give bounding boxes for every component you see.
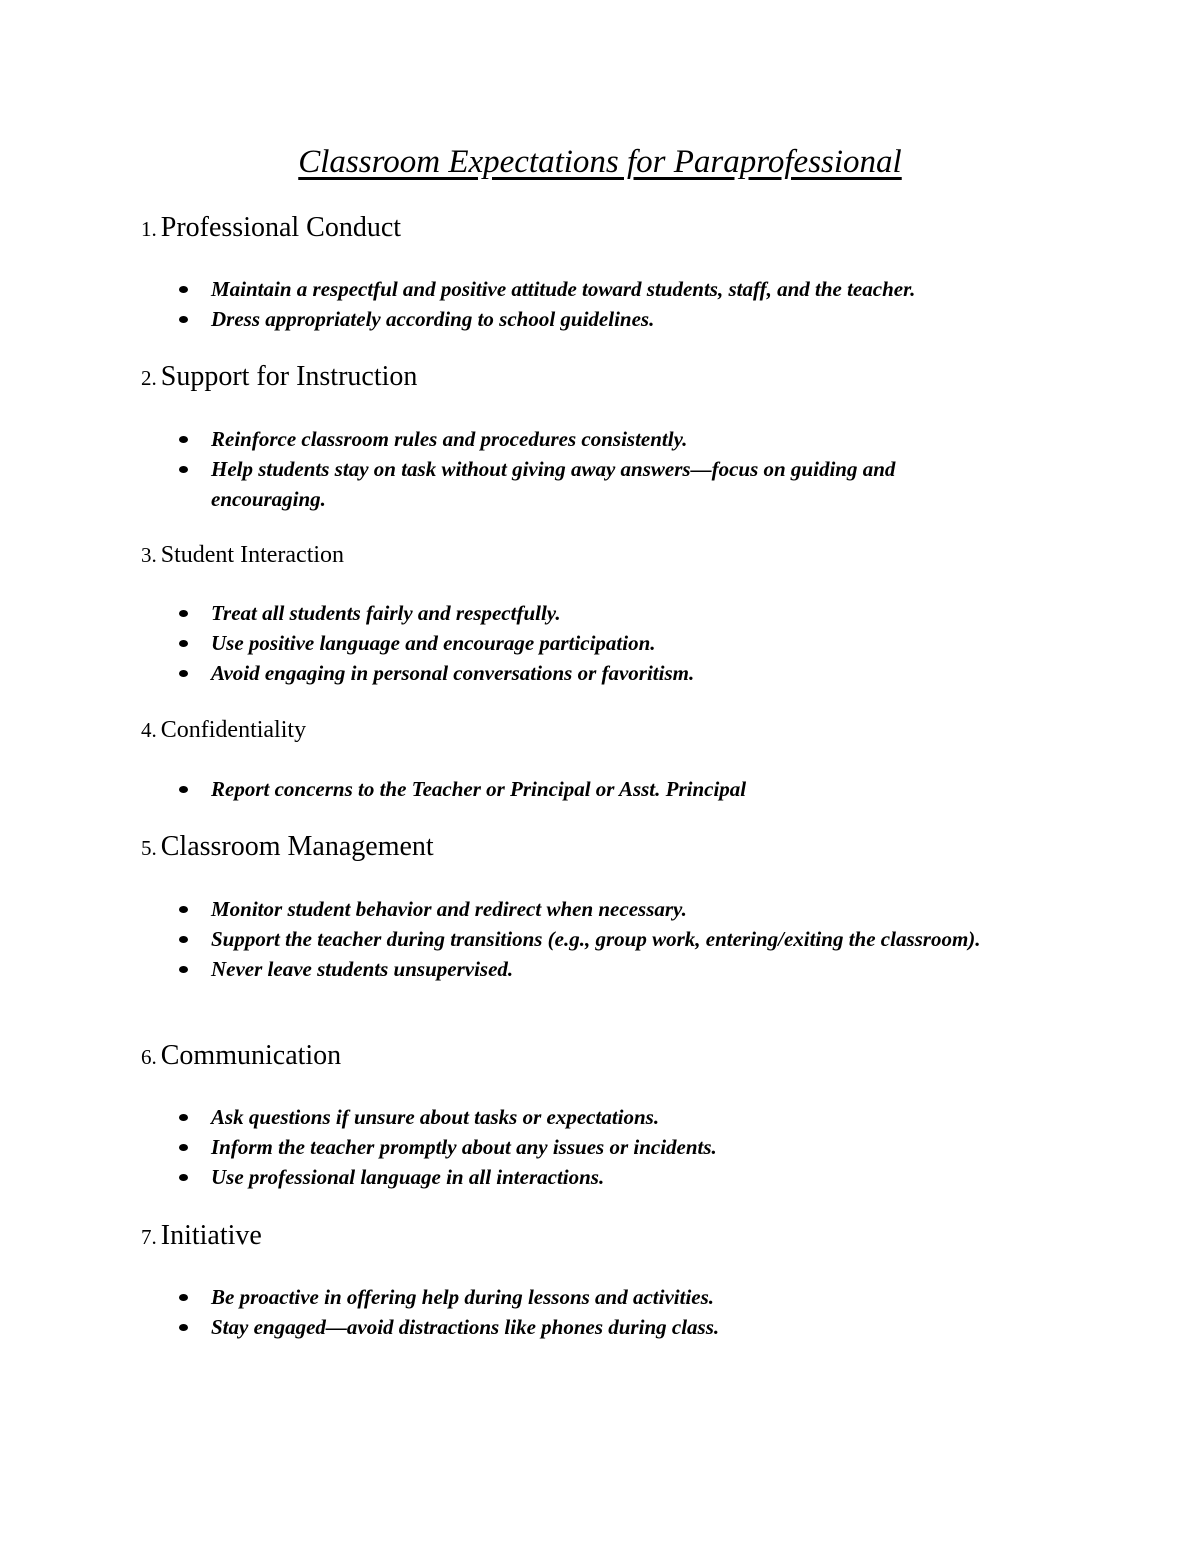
bullet-list <box>141 1102 1001 1192</box>
section-title: Initiative <box>160 1220 262 1251</box>
section-professional-conduct <box>141 212 1041 331</box>
list-item-text: Use positive language and encourage participation. <box>211 631 656 655</box>
section-heading <box>141 361 1041 393</box>
section-number: 4. <box>141 718 157 742</box>
bullet-list <box>141 274 1001 334</box>
section-title: Confidentiality <box>160 717 307 743</box>
bullet-list <box>141 894 1001 984</box>
list-item-text: Never leave students unsupervised. <box>211 957 514 981</box>
section-title: Support for Instruction <box>160 361 418 392</box>
section-heading <box>141 1040 1041 1072</box>
section-number: 2. <box>141 366 157 390</box>
list-item <box>141 1102 1001 1132</box>
bullet-list <box>141 1282 1001 1342</box>
document-title: Classroom Expectations for Paraprofessional <box>298 144 902 180</box>
list-item-text: Help students stay on task without giving away answers—focus on guiding and encouraging. <box>211 457 896 511</box>
list-item <box>141 954 1001 984</box>
section-title: Professional Conduct <box>160 212 402 243</box>
list-item <box>141 628 1001 658</box>
list-item <box>141 454 1001 514</box>
list-item-text: Inform the teacher promptly about any issues or incidents. <box>211 1135 717 1159</box>
bullet-icon <box>179 906 188 913</box>
list-item-text: Monitor student behavior and redirect when necessary. <box>211 897 687 921</box>
bullet-icon <box>179 966 188 973</box>
section-title: Communication <box>160 1040 342 1071</box>
section-student-interaction <box>141 539 1041 685</box>
list-item <box>141 774 1001 804</box>
section-number: 1. <box>141 217 157 241</box>
section-title: Student Interaction <box>160 542 345 568</box>
bullet-list <box>141 774 1001 804</box>
list-item-text: Maintain a respectful and positive attitude toward students, staff, and the teacher. <box>211 277 916 301</box>
section-title: Classroom Management <box>160 831 434 862</box>
bullet-icon <box>179 786 188 793</box>
list-item <box>141 1312 1001 1342</box>
section-number: 3. <box>141 543 157 567</box>
bullet-icon <box>179 286 188 293</box>
list-item <box>141 304 1001 334</box>
bullet-icon <box>179 1294 188 1301</box>
bullet-icon <box>179 1174 188 1181</box>
section-number: 5. <box>141 836 157 860</box>
list-item <box>141 274 1001 304</box>
bullet-icon <box>179 936 188 943</box>
section-confidentiality <box>141 714 1041 801</box>
section-heading <box>141 714 1041 746</box>
bullet-icon <box>179 316 188 323</box>
list-item-text: Stay engaged—avoid distractions like phones during class. <box>211 1315 720 1339</box>
bullet-icon <box>179 640 188 647</box>
list-item-text: Dress appropriately according to school guidelines. <box>211 307 655 331</box>
list-item-text: Treat all students fairly and respectfully. <box>211 601 561 625</box>
section-heading <box>141 539 1041 571</box>
list-item-text: Use professional language in all interactions. <box>211 1165 605 1189</box>
bullet-icon <box>179 610 188 617</box>
bullet-icon <box>179 1144 188 1151</box>
list-item <box>141 598 1001 628</box>
list-item-text: Be proactive in offering help during lessons and activities. <box>211 1285 715 1309</box>
bullet-icon <box>179 1324 188 1331</box>
list-item <box>141 894 1001 924</box>
section-support-for-instruction <box>141 361 1041 511</box>
bullet-icon <box>179 1114 188 1121</box>
bullet-list <box>141 598 1001 688</box>
section-classroom-management <box>141 831 1041 981</box>
section-heading <box>141 1220 1041 1252</box>
list-item-text: Support the teacher during transitions (e.g., group work, entering/exiting the classroom). <box>211 927 981 951</box>
list-item <box>141 1162 1001 1192</box>
bullet-icon <box>179 436 188 443</box>
list-item-text: Reinforce classroom rules and procedures consistently. <box>211 427 688 451</box>
list-item <box>141 424 1001 454</box>
list-item-text: Avoid engaging in personal conversations or favoritism. <box>211 661 695 685</box>
list-item <box>141 924 1001 954</box>
section-heading <box>141 831 1041 863</box>
list-item <box>141 1132 1001 1162</box>
list-item-text: Ask questions if unsure about tasks or expectations. <box>211 1105 660 1129</box>
bullet-list <box>141 424 1001 514</box>
section-initiative <box>141 1220 1041 1339</box>
bullet-icon <box>179 670 188 677</box>
section-number: 6. <box>141 1045 157 1069</box>
list-item <box>141 1282 1001 1312</box>
list-item-text: Report concerns to the Teacher or Principal or Asst. Principal <box>211 777 747 801</box>
bullet-icon <box>179 466 188 473</box>
section-number: 7. <box>141 1225 157 1249</box>
section-heading <box>141 212 1041 244</box>
section-communication <box>141 1040 1041 1189</box>
list-item <box>141 658 1001 688</box>
